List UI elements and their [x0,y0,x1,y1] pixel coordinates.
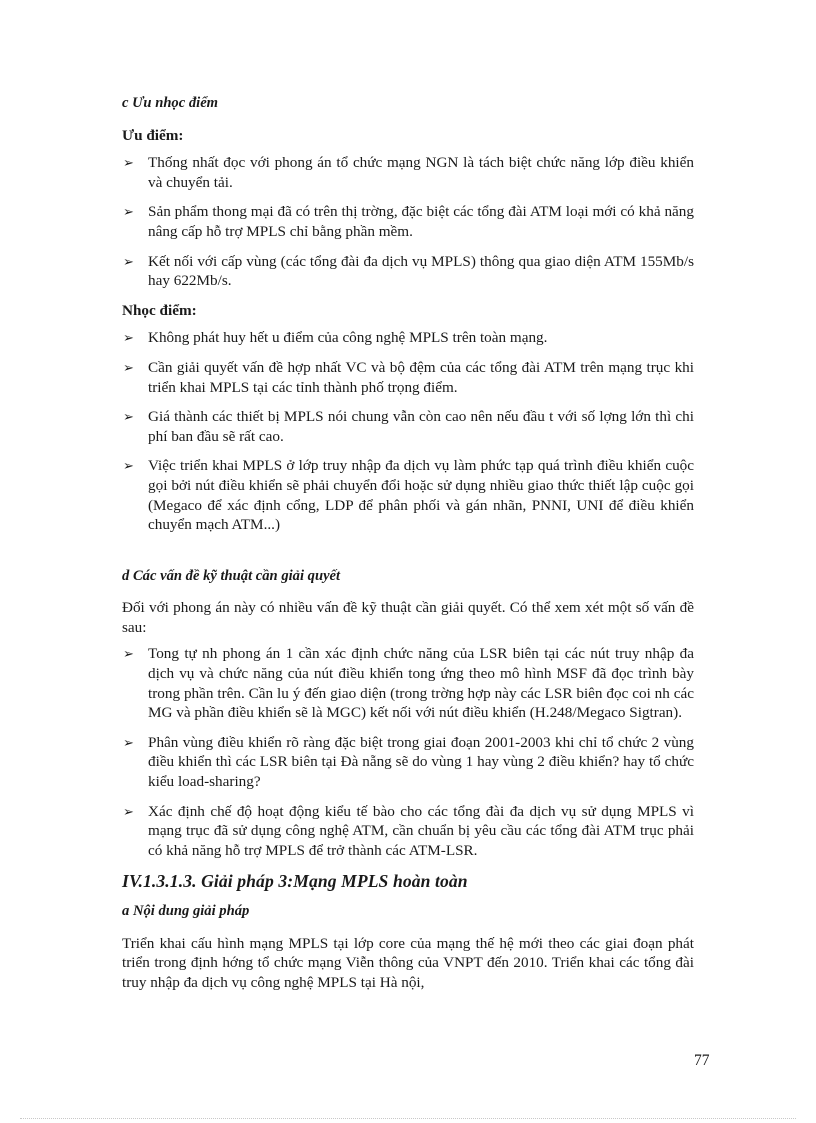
arrow-bullet-icon: ➢ [123,409,134,425]
disadvantages-list [122,328,694,534]
issues-list [122,644,694,860]
arrow-bullet-icon: ➢ [123,253,134,269]
document-page [122,94,694,999]
list-item [122,202,694,241]
list-item [122,644,694,722]
list-item [122,252,694,291]
arrow-bullet-icon: ➢ [123,359,134,375]
section-a-paragraph: Triển khai cấu hình mạng MPLS tại lớp core của mạng thế hệ mới theo các giai đoạn phát triển trong định hớng tổ chức mạng Viễn thông của VNPT đến 2010. Triển khai các tổng đài truy nhập đa dịch vụ công nghệ MPLS tại Hà nội, [122,934,694,991]
arrow-bullet-icon: ➢ [123,646,134,662]
section-gap [122,545,694,567]
section-d-heading: d Các vấn đề kỹ thuật cần giải quyết [122,567,341,584]
section-c-heading: c Ưu nhọc điểm [122,95,219,111]
list-item-text: Kết nối với cấp vùng (các tổng đài đa dịch vụ MPLS) thông qua giao diện ATM 155Mb/s hay 622Mb/s. [148,252,694,290]
list-item [122,733,694,792]
list-item-text: Sản phẩm thong mại đã có trên thị trờng, đặc biệt các tổng đài ATM loại mới có khả năng nâng cấp hỗ trợ MPLS chỉ bằng phần mềm. [148,203,694,240]
arrow-bullet-icon: ➢ [123,155,134,171]
list-item [122,456,694,534]
list-item-text: Việc triển khai MPLS ở lớp truy nhập đa dịch vụ làm phức tạp quá trình điều khiển cuộc gọi bởi nút điều khiển sẽ phải chuyển đổi hoặc sử dụng nhiều giao thức thiết lập cuộc gọi (Megaco để xác định cổng, LDP để phân phối và gán nhãn, PNNI, UNI để điều khiển chuyển mạch ATM...) [148,457,694,534]
arrow-bullet-icon: ➢ [123,803,134,819]
list-item-text: Không phát huy hết u điểm của công nghệ MPLS trên toàn mạng. [148,329,548,347]
footer-divider [20,1118,796,1119]
arrow-bullet-icon: ➢ [123,458,134,474]
list-item-text: Giá thành các thiết bị MPLS nói chung vẫn còn cao nên nếu đầu t với số lợng lớn thì chi phí ban đầu sẽ rất cao. [148,408,694,445]
arrow-bullet-icon: ➢ [123,734,134,750]
advantages-label: Ưu điểm: [122,126,184,144]
advantages-list [122,153,694,291]
list-item-text: Thống nhất đọc với phong án tổ chức mạng NGN là tách biệt chức năng lớp điều khiển và chuyển tải. [148,154,694,191]
disadvantages-label: Nhọc điểm: [122,301,197,319]
list-item [122,407,694,446]
list-item [122,802,694,861]
page-number: 77 [694,1052,710,1069]
section-a-heading: a Nội dung giải pháp [122,903,250,919]
section-d-intro: Đối với phong án này có nhiều vấn đề kỹ thuật cần giải quyết. Có thể xem xét một số vấn đề sau: [122,599,694,636]
list-item-text: Tong tự nh phong án 1 cần xác định chức năng của LSR biên tại các nút truy nhập đa dịch vụ và chức năng của nút điều khiển tong ứng theo mô hình MSF đã đọc trình bày trong phần trên. Cần lu ý đến giao diện (trong trờng hợp này các LSR biên đọc coi nh các MG và phần điều khiển sẽ là MGC) kết nối với nút điều khiển (H.248/Megaco Sigtran). [148,645,694,722]
list-item [122,153,694,192]
section-iv-heading: IV.1.3.1.3. Giải pháp 3:Mạng MPLS hoàn toàn [122,871,468,892]
arrow-bullet-icon: ➢ [123,330,134,346]
arrow-bullet-icon: ➢ [123,204,134,220]
list-item [122,358,694,397]
list-item-text: Phân vùng điều khiển rõ ràng đặc biệt trong giai đoạn 2001-2003 khi chỉ tổ chức 2 vùng điều khiển thì các LSR biên tại Đà nẵng sẽ do vùng 1 hay vùng 2 điều khiển? hay tổ chức kiểu load-sharing? [148,733,694,791]
list-item-text: Xác định chế độ hoạt động kiểu tế bào cho các tổng đài đa dịch vụ sử dụng MPLS vì mạng trục đã sử dụng công nghệ ATM, cần chuẩn bị yêu cầu các tổng đài ATM trục phải có khả năng hỗ trợ MPLS để trở thành các ATM-LSR. [148,802,694,859]
list-item-text: Cần giải quyết vấn đề hợp nhất VC và bộ đệm của các tổng đài ATM trên mạng trục khi triển khai MPLS tại các tỉnh thành phố trọng điểm. [148,358,694,396]
list-item [122,328,694,348]
